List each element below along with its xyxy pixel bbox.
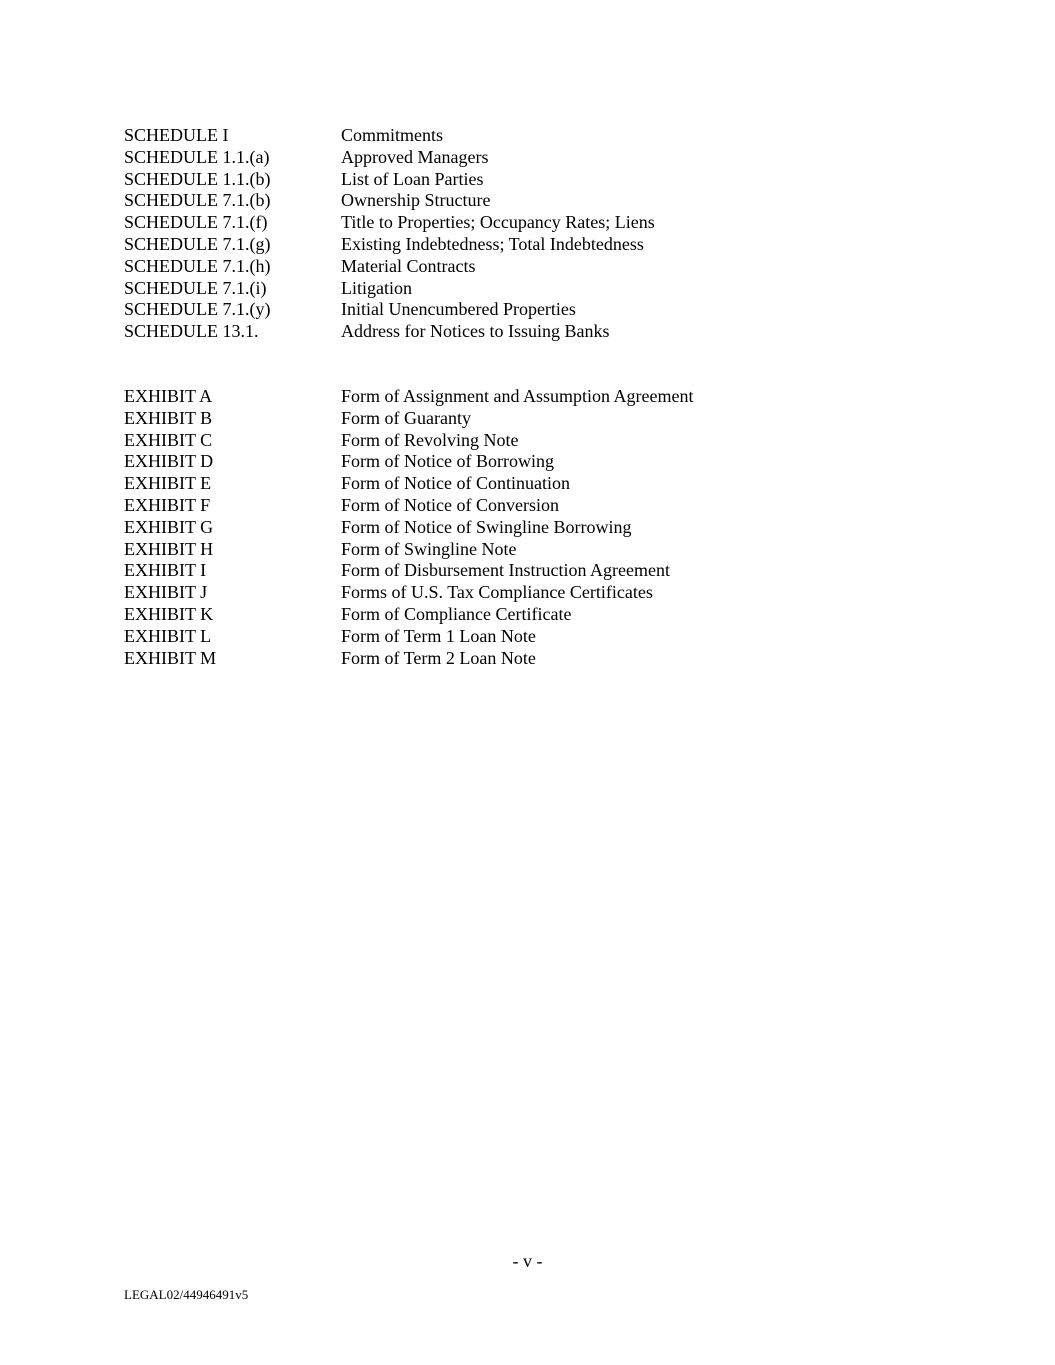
exhibit-description: Form of Notice of Continuation — [341, 473, 570, 494]
exhibit-row — [124, 517, 924, 539]
exhibit-row — [124, 473, 924, 495]
exhibit-description: Form of Compliance Certificate — [341, 603, 572, 624]
schedule-label: SCHEDULE 7.1.(b) — [124, 190, 271, 211]
schedule-label: SCHEDULE I — [124, 125, 229, 145]
exhibit-row — [124, 430, 924, 452]
schedule-row — [124, 299, 924, 321]
schedule-row — [124, 256, 924, 278]
exhibit-row — [124, 539, 924, 561]
exhibit-description: Form of Term 1 Loan Note — [341, 625, 536, 646]
exhibit-description: Forms of U.S. Tax Compliance Certificates — [341, 582, 653, 603]
exhibit-label: EXHIBIT J — [124, 582, 208, 603]
exhibit-description: Form of Swingline Note — [341, 538, 517, 559]
schedule-description: Ownership Structure — [341, 190, 491, 211]
exhibit-description: Form of Notice of Swingline Borrowing — [341, 516, 632, 537]
schedule-label: SCHEDULE 7.1.(g) — [124, 233, 271, 254]
exhibit-label: EXHIBIT I — [124, 560, 207, 581]
schedule-label: SCHEDULE 1.1.(b) — [124, 168, 271, 189]
schedule-row — [124, 169, 924, 191]
exhibit-row — [124, 386, 924, 408]
exhibit-description: Form of Notice of Borrowing — [341, 451, 554, 472]
exhibit-description: Form of Term 2 Loan Note — [341, 647, 536, 668]
exhibit-row — [124, 495, 924, 517]
schedule-description: Address for Notices to Issuing Banks — [341, 321, 610, 342]
exhibit-label: EXHIBIT D — [124, 451, 214, 472]
schedule-label: SCHEDULE 13.1. — [124, 321, 259, 342]
schedule-description: Litigation — [341, 277, 412, 298]
schedule-label: SCHEDULE 7.1.(h) — [124, 255, 271, 276]
exhibit-label: EXHIBIT G — [124, 516, 214, 537]
schedule-row — [124, 321, 924, 343]
document-id: LEGAL02/44946491v5 — [124, 1287, 249, 1302]
exhibit-description: Form of Revolving Note — [341, 429, 519, 450]
schedule-label: SCHEDULE 7.1.(f) — [124, 212, 268, 233]
exhibits-list — [124, 386, 924, 669]
exhibit-row — [124, 408, 924, 430]
exhibit-description: Form of Guaranty — [341, 407, 471, 428]
exhibit-label: EXHIBIT C — [124, 429, 213, 450]
schedule-description: Existing Indebtedness; Total Indebtedness — [341, 233, 644, 254]
exhibit-label: EXHIBIT F — [124, 494, 211, 515]
exhibit-label: EXHIBIT A — [124, 386, 213, 406]
exhibit-label: EXHIBIT L — [124, 625, 212, 646]
exhibit-label: EXHIBIT M — [124, 647, 217, 668]
exhibit-label: EXHIBIT B — [124, 407, 213, 428]
schedule-label: SCHEDULE 1.1.(a) — [124, 146, 270, 167]
schedule-row — [124, 125, 924, 147]
exhibit-description: Form of Assignment and Assumption Agreement — [341, 386, 694, 406]
schedule-label: SCHEDULE 7.1.(y) — [124, 299, 271, 320]
schedule-label: SCHEDULE 7.1.(i) — [124, 277, 267, 298]
schedule-description: Initial Unencumbered Properties — [341, 299, 576, 320]
schedule-description: List of Loan Parties — [341, 168, 484, 189]
exhibit-row — [124, 604, 924, 626]
schedule-row — [124, 212, 924, 234]
exhibit-label: EXHIBIT H — [124, 538, 214, 559]
exhibit-row — [124, 626, 924, 648]
exhibit-row — [124, 451, 924, 473]
schedule-description: Commitments — [341, 125, 444, 145]
schedule-description: Approved Managers — [341, 146, 489, 167]
schedule-row — [124, 278, 924, 300]
exhibit-label: EXHIBIT K — [124, 603, 214, 624]
schedule-row — [124, 234, 924, 256]
schedule-row — [124, 190, 924, 212]
page-number: - v - — [512, 1251, 543, 1271]
schedule-description: Material Contracts — [341, 255, 476, 276]
schedule-row — [124, 147, 924, 169]
exhibit-row — [124, 648, 924, 670]
exhibit-row — [124, 560, 924, 582]
exhibit-label: EXHIBIT E — [124, 473, 212, 494]
exhibit-description: Form of Disbursement Instruction Agreement — [341, 560, 670, 581]
exhibit-description: Form of Notice of Conversion — [341, 494, 559, 515]
exhibit-row — [124, 582, 924, 604]
schedule-description: Title to Properties; Occupancy Rates; Liens — [341, 212, 655, 233]
schedules-list — [124, 125, 924, 343]
